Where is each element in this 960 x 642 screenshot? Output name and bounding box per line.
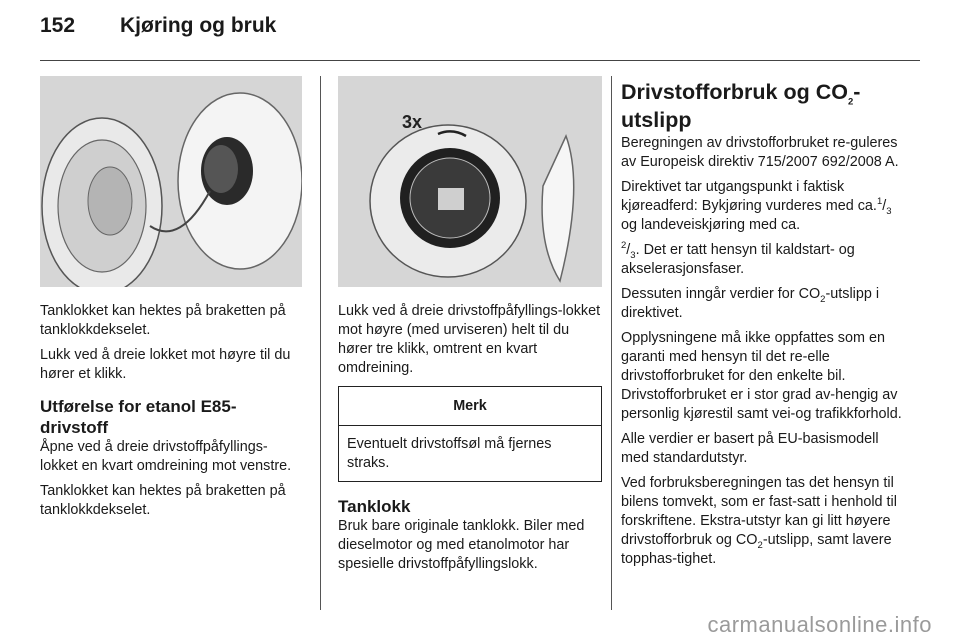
fraction-denominator: 3	[630, 249, 636, 261]
note-body: Eventuelt drivstoffsøl må fjernes straks.	[347, 436, 552, 471]
paragraph	[621, 474, 905, 569]
page-header	[40, 14, 920, 48]
section-heading-tanklokk: Tanklokk	[338, 497, 411, 516]
fraction-numerator: 1	[876, 196, 883, 208]
fuel-cap-closing-drawing	[338, 76, 602, 287]
column-middle	[338, 76, 602, 580]
note-box	[338, 386, 602, 482]
paragraph: Alle verdier er basert på EU-basismodell med standardutstyr.	[621, 431, 879, 466]
text: -utslipp i direktivet.	[621, 286, 880, 321]
subscript: 2	[757, 539, 763, 551]
fuel-cap-bracket-drawing	[40, 76, 302, 287]
paragraph: Lukk ved å dreie drivstoffpåfyllings-lokket mot høyre (med urviseren) helt til du hører tre klikk, omtrent en kvart omdreining.	[338, 303, 601, 376]
paragraph: Tanklokket kan hektes på braketten på tanklokkdekselet.	[40, 483, 286, 518]
fuel-cap-bracket-illustration	[40, 76, 302, 287]
column-divider-1	[320, 76, 321, 610]
paragraph: Beregningen av drivstofforbruket re-guleres av Europeisk direktiv 715/2007 692/2008 A.	[621, 135, 899, 170]
figure-label-3x: 3x	[402, 112, 423, 132]
paragraph: Bruk bare originale tanklokk. Biler med dieselmotor og med etanolmotor har spesielle drivstoffpåfyllingslokk.	[338, 518, 585, 572]
paragraph	[621, 285, 905, 323]
column-divider-2	[611, 76, 612, 610]
text: -utslipp, samt lavere topphas-tighet.	[621, 532, 892, 567]
note-title: Merk	[339, 387, 601, 426]
subscript: 2	[820, 293, 826, 305]
text: Ved forbruksberegningen tas det hensyn til bilens tomvekt, som er fast-satt i henhold til forskriftene. Ekstra-utstyr kan gi litt høyere drivstofforbruk og CO	[621, 475, 897, 548]
text: Dessuten inngår verdier for CO	[621, 286, 821, 302]
chapter-title: Kjøring og bruk	[120, 14, 277, 37]
paragraph: Åpne ved å dreie drivstoffpåfyllings-lokket en kvart omdreining mot venstre.	[40, 439, 292, 474]
fraction-numerator: 2	[621, 240, 627, 252]
title-text: Drivstofforbruk og CO	[621, 80, 848, 104]
title-text-end: -utslipp	[621, 80, 861, 132]
page-number: 152	[40, 14, 76, 37]
text: Direktivet tar utgangspunkt i faktisk kjøreadferd: Bykjøring vurderes med ca.	[621, 179, 877, 214]
paragraph: Tanklokket kan hektes på braketten på tanklokkdekselet.	[40, 303, 286, 338]
header-divider	[40, 60, 920, 61]
paragraph: Opplysningene må ikke oppfattes som en garanti med hensyn til det re-elle drivstofforbruket for den enkelte bil. Drivstofforbruket er i stor grad av-hengig av personlig kjørestil samt vei-og trafikkforhold.	[621, 330, 902, 422]
text: og landeveiskjøring med ca.	[621, 217, 801, 233]
column-right	[621, 76, 905, 575]
text: . Det er tatt hensyn til kaldstart- og akselerasjonsfaser.	[621, 242, 855, 277]
paragraph: Lukk ved å dreie lokket mot høyre til du hører et klikk.	[40, 347, 291, 382]
section-heading-e85: Utførelse for etanol E85-drivstoff	[40, 397, 237, 437]
fraction-denominator: 3	[886, 205, 892, 217]
title-subscript: 2	[847, 96, 854, 108]
column-left	[40, 76, 302, 526]
section-title-fuel-consumption	[621, 78, 905, 134]
paragraph: Direktivet tar utgangspunkt i faktisk kjøreadferd: Bykjøring vurderes med $ca.^1/_3$ og landeveiskjøring med ca.	[621, 179, 892, 233]
fuel-cap-closing-illustration	[338, 76, 602, 287]
watermark: carmanualsonline.info	[707, 612, 932, 637]
paragraph: $^2/_3$. Det er tatt hensyn til kaldstart- og akselerasjonsfaser.	[621, 240, 855, 277]
